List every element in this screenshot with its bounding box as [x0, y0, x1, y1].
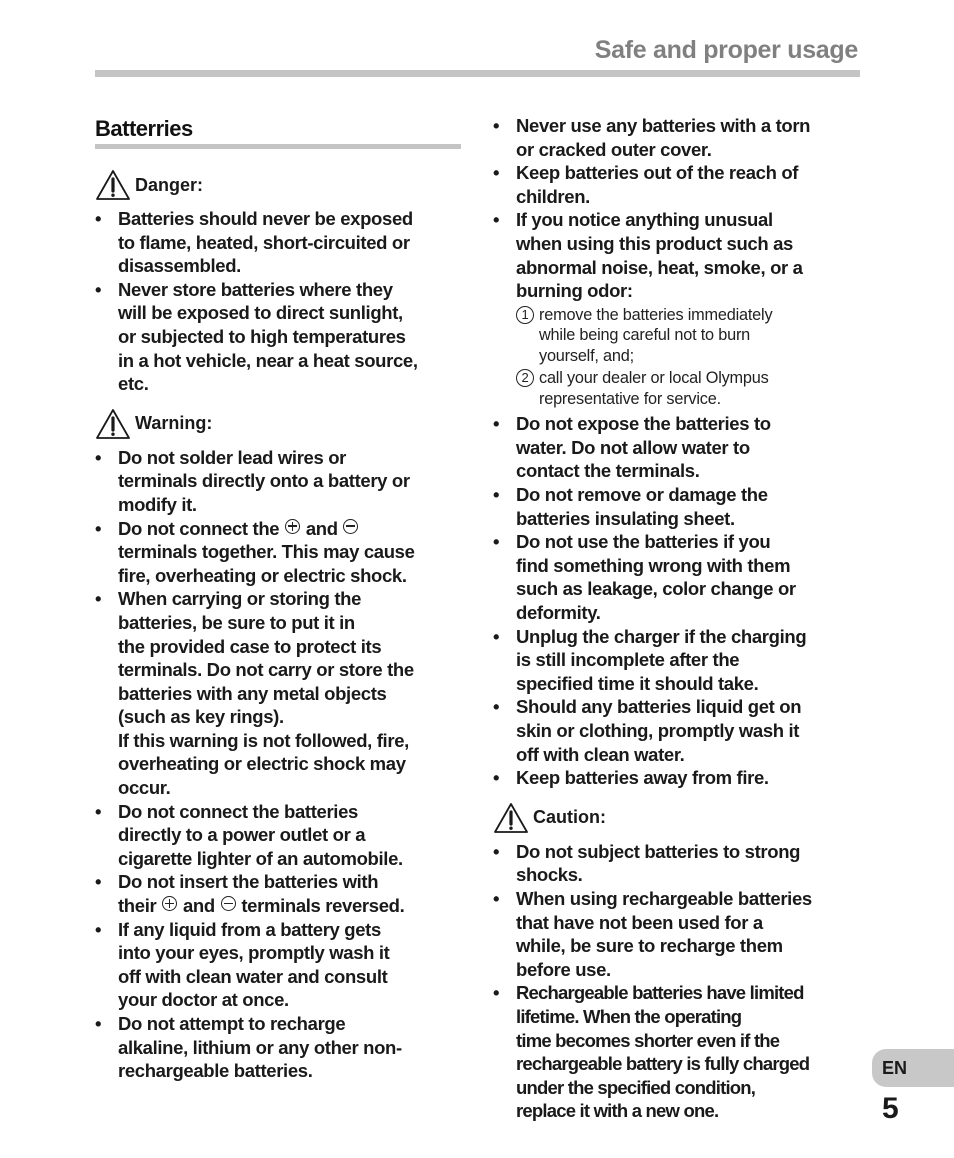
danger-heading	[95, 169, 461, 201]
minus-terminal-icon	[221, 896, 236, 911]
warning-list	[95, 446, 461, 1083]
page-number: 5	[882, 1092, 899, 1125]
warning-triangle-icon	[95, 408, 131, 440]
sub-step: 2 call your dealer or local Olympus representative for service.	[516, 368, 861, 409]
step-number: 1	[516, 306, 534, 324]
caution-list	[493, 840, 861, 1123]
list-item: • Do not use the batteries if you find something wrong with them such as leakage, color change or deformity.	[493, 530, 861, 624]
left-column	[95, 116, 461, 1083]
step-number: 2	[516, 369, 534, 387]
danger-continued-list	[493, 114, 861, 790]
list-item: • Do not solder lead wires or terminals directly onto a battery or modify it.	[95, 446, 461, 517]
plus-terminal-icon	[285, 519, 300, 534]
danger-label: Danger:	[135, 174, 204, 195]
list-item: • Should any batteries liquid get on skin or clothing, promptly wash it off with clean water.	[493, 695, 861, 766]
list-item: • When using rechargeable batteries that have not been used for a while, be sure to recharge them before use.	[493, 887, 861, 981]
list-item: • Do not connect the and terminals together. This may cause fire, overheating or electric shock.	[95, 517, 461, 588]
warning-triangle-icon	[95, 169, 131, 201]
right-column	[493, 114, 861, 1123]
sub-step: 1 remove the batteries immediately while being careful not to burn yourself, and;	[516, 305, 861, 367]
list-item: • Unplug the charger if the charging is still incomplete after the specified time it should take.	[493, 625, 861, 696]
sub-steps	[516, 305, 861, 410]
list-item: • Never use any batteries with a torn or cracked outer cover.	[493, 114, 861, 161]
caution-heading	[493, 802, 861, 834]
list-item: • Never store batteries where they will be exposed to direct sunlight, or subjected to high temperatures in a hot vehicle, near a heat source, etc.	[95, 278, 461, 396]
list-item: • When carrying or storing the batteries, be sure to put it in the provided case to protect its terminals. Do not carry or store the batteries with any metal objects (such as key rings). If this warning is not followed, fire, overheating or electric shock may occur.	[95, 587, 461, 799]
list-item: • Keep batteries away from fire.	[493, 766, 861, 790]
danger-list	[95, 207, 461, 396]
header-rule	[95, 70, 860, 77]
warning-label: Warning:	[135, 413, 213, 434]
list-item: • Batteries should never be exposed to flame, heated, short-circuited or disassembled.	[95, 207, 461, 278]
plus-terminal-icon	[162, 896, 177, 911]
minus-terminal-icon	[343, 519, 358, 534]
language-tab: EN	[872, 1049, 954, 1087]
list-item: • Rechargeable batteries have limited lifetime. When the operating time becomes shorter even if the rechargeable battery is fully charged under the specified condition, replace it with a new one.	[493, 981, 861, 1123]
caution-label: Caution:	[533, 807, 606, 828]
warning-triangle-icon	[493, 802, 529, 834]
list-item: • Do not attempt to recharge alkaline, lithium or any other non- rechargeable batteries.	[95, 1012, 461, 1083]
list-item: • Do not insert the batteries with their and terminals reversed.	[95, 870, 461, 917]
list-item: • Keep batteries out of the reach of children.	[493, 161, 861, 208]
section-title: Batterries	[95, 116, 461, 149]
list-item: • Do not connect the batteries directly to a power outlet or a cigarette lighter of an automobile.	[95, 800, 461, 871]
list-item: • Do not subject batteries to strong shocks.	[493, 840, 861, 887]
page-header-title: Safe and proper usage	[594, 36, 858, 64]
list-item: • Do not expose the batteries to water. Do not allow water to contact the terminals.	[493, 412, 861, 483]
list-item: • Do not remove or damage the batteries insulating sheet.	[493, 483, 861, 530]
list-item: • If you notice anything unusual when using this product such as abnormal noise, heat, smoke, or a burning odor: 1 remove the batteries immediately while being careful not to burn yourself, and; 2 call your dealer or local Olympus representative for service.	[493, 208, 861, 409]
list-item: • If any liquid from a battery gets into your eyes, promptly wash it off with clean water and consult your doctor at once.	[95, 918, 461, 1012]
warning-heading	[95, 408, 461, 440]
